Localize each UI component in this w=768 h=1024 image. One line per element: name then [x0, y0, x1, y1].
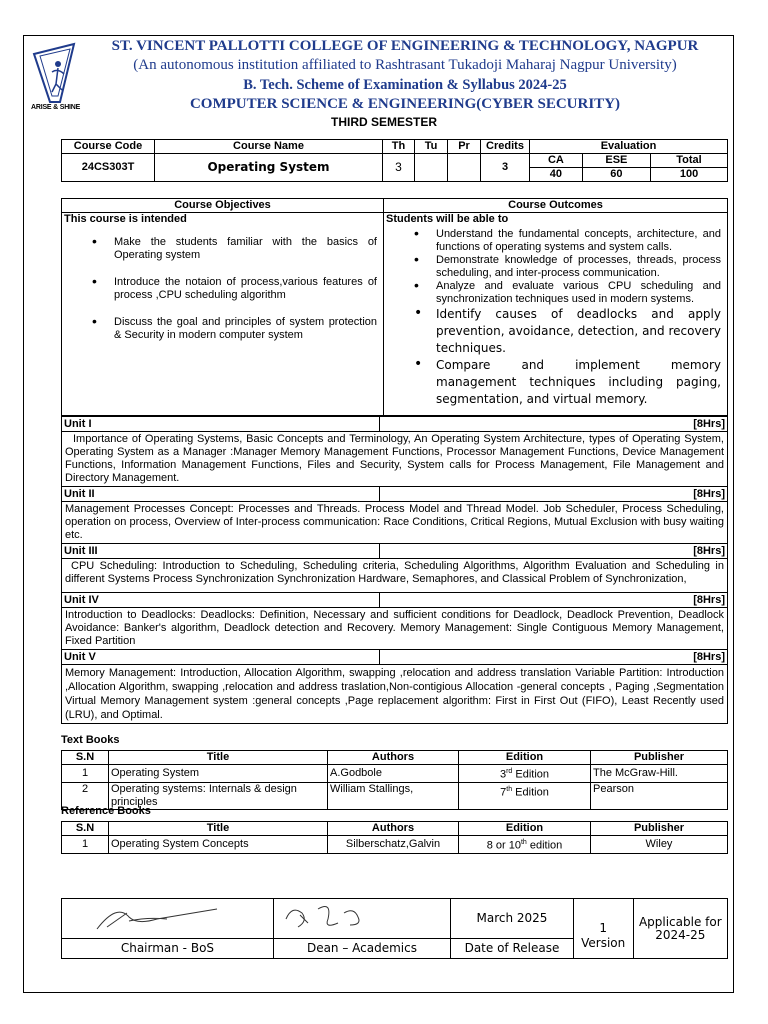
unit-title: Unit I: [62, 417, 380, 432]
book-authors: William Stallings,: [328, 782, 459, 809]
col-ca: CA: [530, 154, 583, 168]
outcome-item: • Understand the fundamental concepts, architecture, and functions of operating systems and system calls.: [436, 228, 725, 254]
approval-table: [61, 898, 728, 959]
book-edition: [459, 836, 591, 854]
objective-item: • Make the students familiar with the basics of Operating system: [114, 236, 381, 262]
col-publisher: Publisher: [591, 822, 728, 836]
course-total: 100: [651, 168, 728, 182]
book-edition: [459, 765, 591, 783]
unit-hours: [8Hrs]: [380, 544, 728, 559]
edition-word: edition: [526, 839, 563, 852]
book-publisher: Pearson: [591, 782, 728, 809]
col-ese: ESE: [582, 154, 650, 168]
reference-books-table: [61, 821, 728, 854]
col-total: Total: [651, 154, 728, 168]
course-name: Operating System: [155, 154, 383, 182]
logo-motto: ARISE & SHINE: [31, 104, 81, 111]
unit-content: Management Processes Concept: Processes and Threads. Process Model and Thread Model. Job Scheduler, Process Scheduling, operation on process, Overview of Inter-process communication: Race Conditions, Critical Regions, Mutual Exclusion with busy waiting etc.: [62, 502, 728, 544]
college-name: ST. VINCENT PALLOTTI COLLEGE OF ENGINEERING & TECHNOLOGY, NAGPUR: [111, 38, 699, 54]
units-table: [61, 416, 728, 724]
book-title: Operating System Concepts: [109, 836, 328, 854]
table-row: [62, 765, 728, 783]
col-sn: S.N: [62, 822, 109, 836]
col-sn: S.N: [62, 751, 109, 765]
course-pr: [448, 154, 481, 182]
course-ese: 60: [582, 168, 650, 182]
outcomes-intro: Students will be able to: [386, 213, 509, 225]
unit-hours: [8Hrs]: [380, 417, 728, 432]
book-authors: Silberschatz,Galvin: [328, 836, 459, 854]
version-number: 1: [599, 920, 608, 935]
edition-word: Edition: [512, 768, 550, 781]
objectives-cell: [62, 213, 384, 416]
edition-number: 7: [500, 786, 507, 799]
outcomes-heading: Course Outcomes: [384, 199, 728, 213]
unit-content: Importance of Operating Systems, Basic Concepts and Terminology, An Operating System Architecture, types of Operating System, Operating System as a Manager :Manager Memory Management Functions, Processor Management Functions, Device Management Functions, Information Management Functions, Files and Security, System calls for Process Management, File Management and Directory Management.: [62, 432, 728, 487]
version-label: Version: [581, 935, 626, 950]
applicable-for: Applicable for 2024-25: [633, 899, 727, 959]
objectives-heading: Course Objectives: [62, 199, 384, 213]
chairman-label: Chairman - BoS: [62, 939, 274, 959]
edition-number: 8 or 10: [486, 839, 521, 852]
book-authors: A.Godbole: [328, 765, 459, 783]
dean-signature: [273, 899, 450, 939]
objective-item: • Discuss the goal and principles of system protection & Security in modern computer system: [114, 316, 381, 342]
unit-hours: [8Hrs]: [380, 593, 728, 608]
book-title: Operating systems: Internals & design principles: [109, 782, 328, 809]
col-evaluation: Evaluation: [530, 140, 728, 154]
release-date: March 2025: [451, 899, 574, 939]
text-books-label: Text Books: [61, 734, 120, 746]
course-ca: 40: [530, 168, 583, 182]
outcome-item: • Identify causes of deadlocks and apply prevention, avoidance, detection, and recovery techniques.: [436, 306, 725, 357]
course-table: [61, 139, 728, 182]
book-sn: 1: [62, 836, 109, 854]
book-sn: 1: [62, 765, 109, 783]
version-cell: [573, 899, 633, 959]
col-tu: Tu: [415, 140, 448, 154]
unit-title: Unit V: [62, 650, 380, 665]
unit-title: Unit IV: [62, 593, 380, 608]
course-credits: 3: [481, 154, 530, 182]
signature-chairman: [67, 899, 267, 935]
edition-suffix: rd: [506, 768, 513, 775]
objective-item: • Introduce the notaion of process,various features of process ,CPU scheduling algorithm: [114, 276, 381, 302]
col-course-code: Course Code: [62, 140, 155, 154]
semester-title: THIRD SEMESTER: [330, 115, 437, 129]
col-credits: Credits: [481, 140, 530, 154]
unit-hours: [8Hrs]: [380, 487, 728, 502]
book-edition: [459, 782, 591, 809]
unit-title: Unit III: [62, 544, 380, 559]
scheme-title: B. Tech. Scheme of Examination & Syllabus 2024-25: [243, 77, 567, 93]
objectives-outcomes-table: [61, 198, 728, 416]
release-label: Date of Release: [451, 939, 574, 959]
col-edition: Edition: [459, 822, 591, 836]
affiliation: (An autonomous institution affiliated to Rashtrasant Tukadoji Maharaj Nagpur University): [133, 57, 677, 73]
col-title: Title: [109, 751, 328, 765]
edition-word: Edition: [512, 786, 549, 799]
outcome-item: • Demonstrate knowledge of processes, threads, process scheduling, and inter-process communication.: [436, 254, 725, 280]
objectives-intro: This course is intended: [64, 213, 187, 225]
edition-suffix: th: [520, 839, 527, 846]
unit-content: Introduction to Deadlocks: Deadlocks: Definition, Necessary and sufficient conditions for Deadlock, Deadlock Prevention, Deadlock Avoidance: Banker's algorithm, Deadlock detection and Recovery. Memory Management: Single Contiguous Memory Management, Fixed Partition: [62, 608, 728, 650]
book-publisher: The McGraw-Hill.: [591, 765, 728, 783]
reference-books-label: Reference Books: [61, 805, 151, 817]
outcome-item: • Compare and implement memory management techniques including paging, segmentation, and virtual memory.: [436, 357, 725, 408]
course-code: 24CS303T: [62, 154, 155, 182]
text-books-table: [61, 750, 728, 810]
col-course-name: Course Name: [155, 140, 383, 154]
unit-content: Memory Management: Introduction, Allocation Algorithm, swapping ,relocation and address translation Variable Partition: Introduction ,Allocation Algorithm, swapping ,relocation and address traslation,Non-contigious Allocation -general concepts , Paging ,Segmentation Virtual Memory Management system :general concepts ,Page replacement algorithm: First in First Out (FIFO), Least Recently used (LRU), and Optimal.: [62, 665, 728, 724]
col-th: Th: [383, 140, 415, 154]
col-authors: Authors: [328, 822, 459, 836]
outcomes-cell: [384, 213, 728, 416]
chairman-signature: [62, 899, 274, 939]
edition-number: 3: [499, 768, 507, 781]
col-pr: Pr: [448, 140, 481, 154]
branch-title: COMPUTER SCIENCE & ENGINEERING(CYBER SECURITY): [189, 96, 621, 112]
col-title: Title: [109, 822, 328, 836]
course-th: 3: [383, 154, 415, 182]
course-tu: [415, 154, 448, 182]
book-title: Operating System: [109, 765, 328, 783]
edition-suffix: th: [506, 785, 513, 793]
table-row: [62, 782, 728, 809]
col-authors: Authors: [328, 751, 459, 765]
dean-label: Dean – Academics: [273, 939, 450, 959]
unit-hours: [8Hrs]: [380, 650, 728, 665]
signature-dean: [278, 899, 446, 935]
col-edition: Edition: [459, 751, 591, 765]
unit-content: CPU Scheduling: Introduction to Scheduling, Scheduling criteria, Scheduling Algorithms, Algorithm Evaluation and Scheduling in different Systems Process Synchronization Synchronization Hardware, Semaphores, and Classical Problem of Synchronization,: [62, 559, 728, 593]
outcome-item: • Analyze and evaluate various CPU scheduling and synchronization techniques used in modern systems.: [436, 280, 725, 306]
unit-title: Unit II: [62, 487, 380, 502]
col-publisher: Publisher: [591, 751, 728, 765]
book-publisher: Wiley: [591, 836, 728, 854]
book-sn: 2: [62, 782, 109, 809]
table-row: [62, 836, 728, 854]
